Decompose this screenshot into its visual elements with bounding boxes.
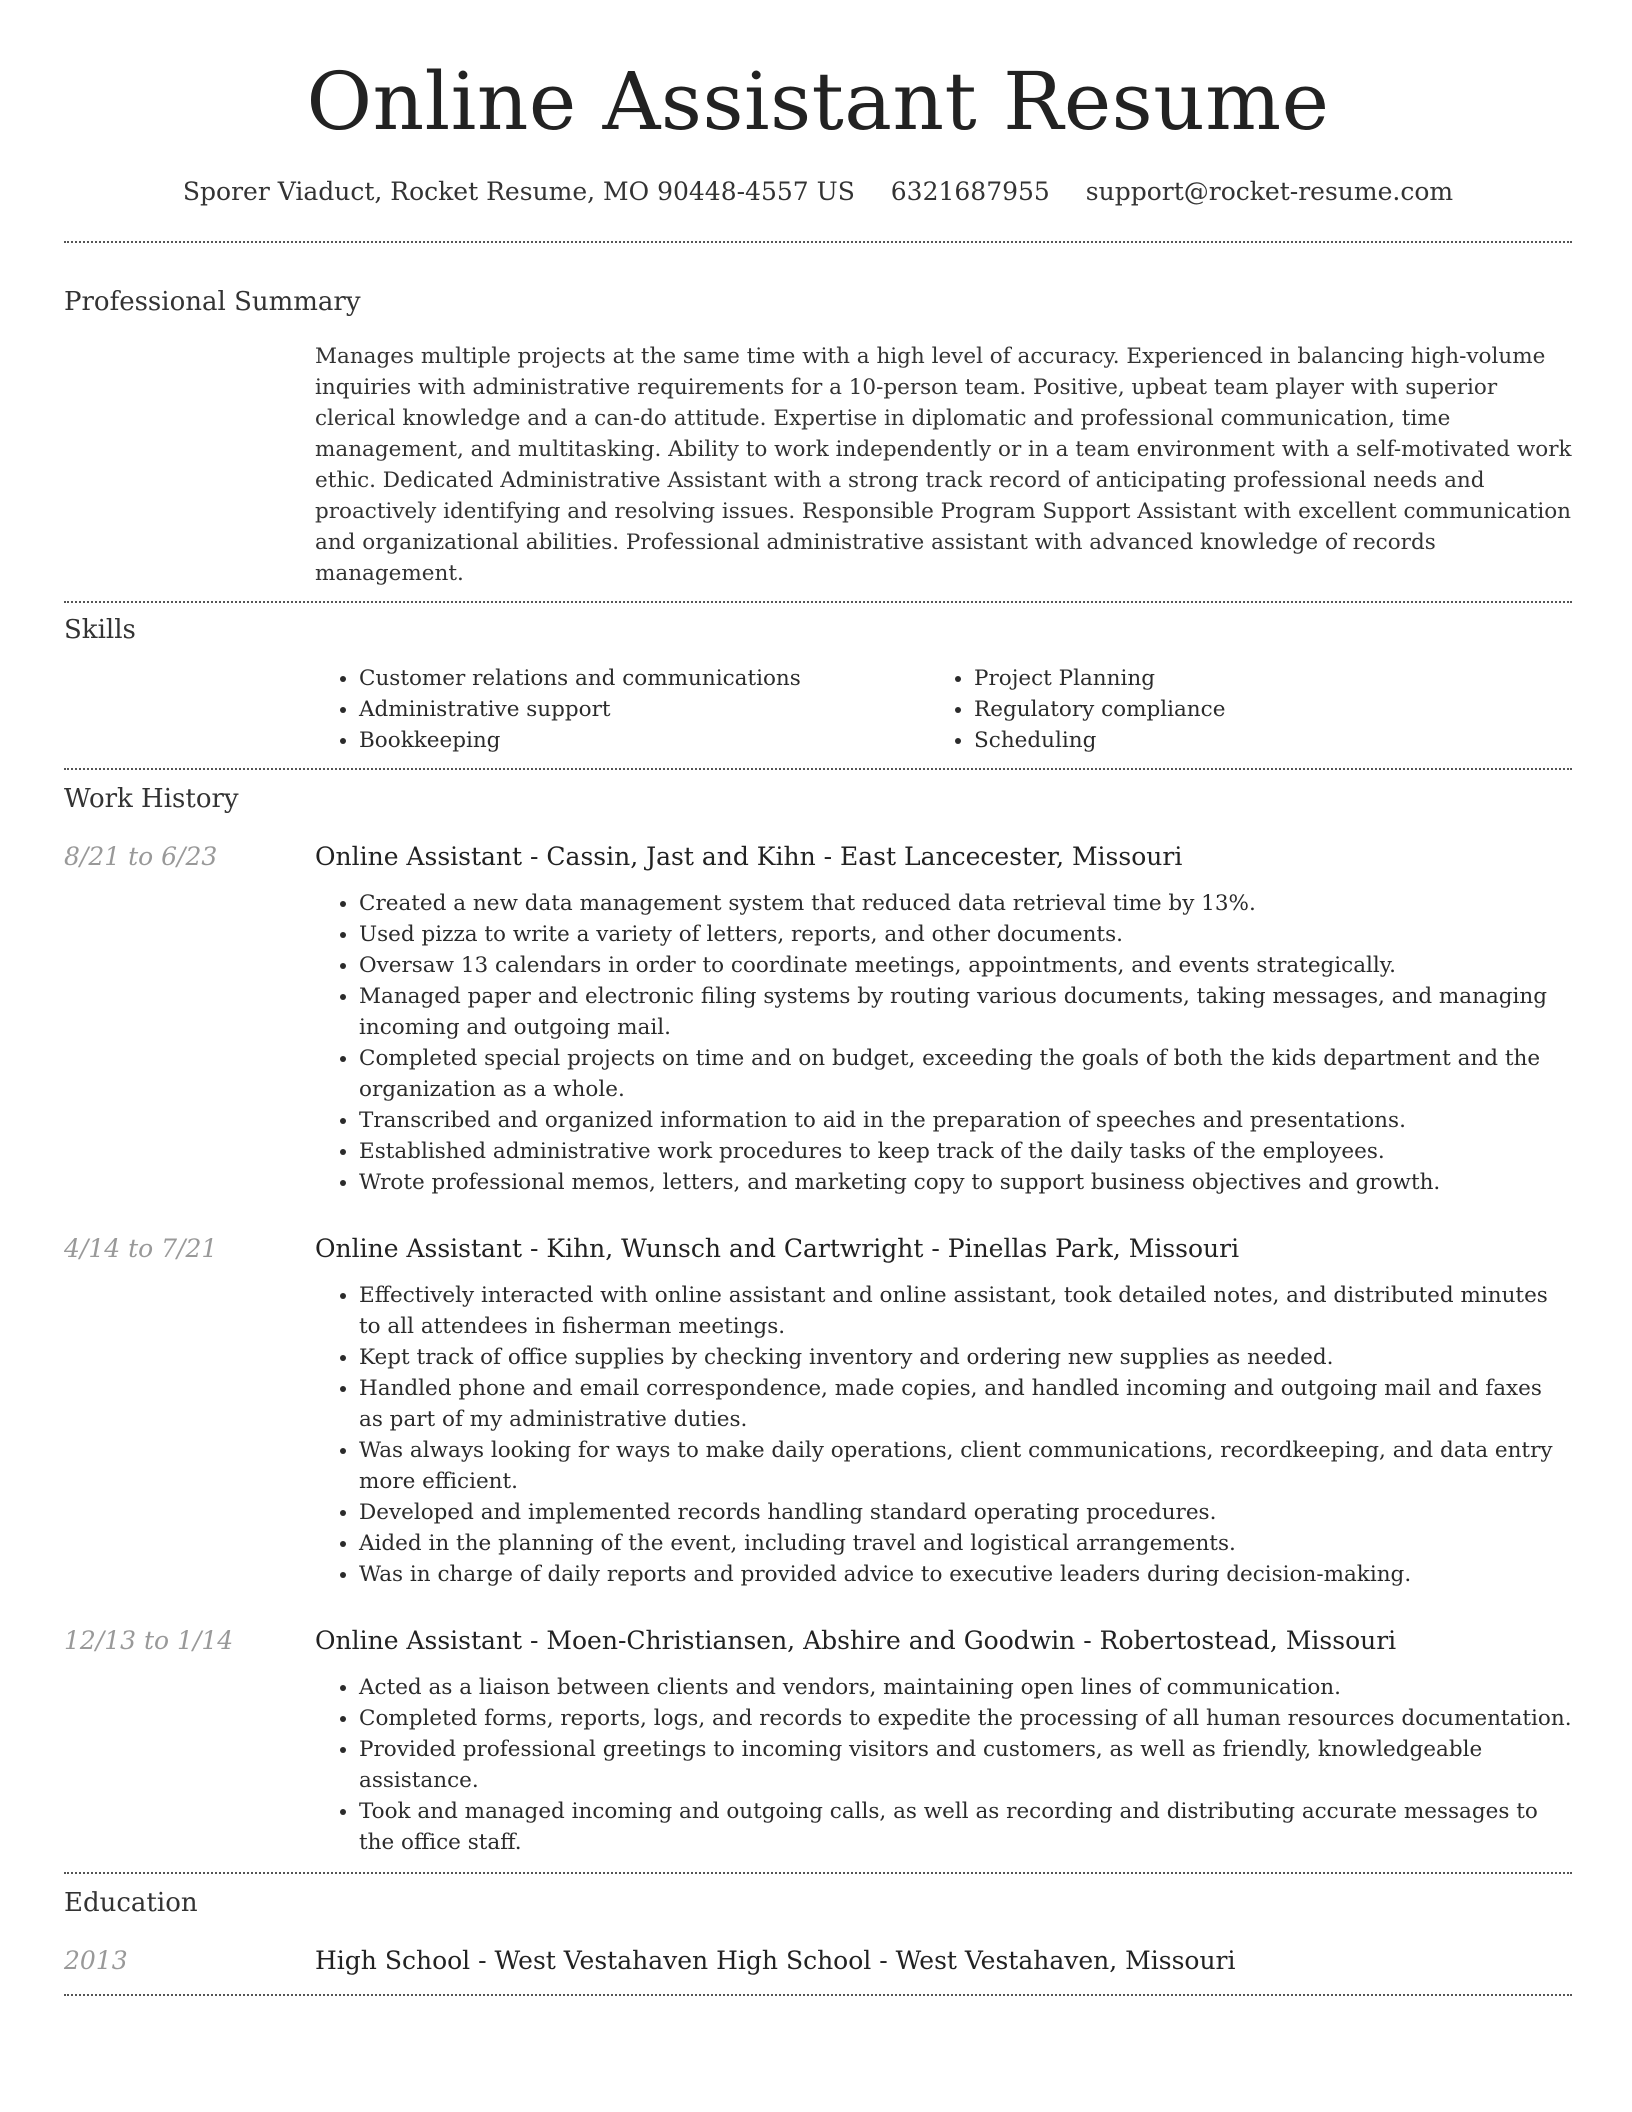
- job-bullet: • Completed forms, reports, logs, and records to expedite the processing of all human resources documentation.: [359, 1703, 1572, 1734]
- job-title: Online Assistant - Cassin, Jast and Kihn - East Lancecester, Missouri: [315, 842, 1183, 871]
- work-history-heading: Work History: [64, 784, 239, 814]
- skills-column-left: [315, 663, 930, 756]
- job-title: Online Assistant - Kihn, Wunsch and Cartwright - Pinellas Park, Missouri: [315, 1234, 1240, 1263]
- skill-item: • Administrative support: [359, 694, 930, 725]
- job-header: [64, 1624, 1572, 1658]
- job-entry: [64, 1624, 1572, 1858]
- job-bullets: [315, 1280, 1572, 1590]
- email: support@rocket-resume.com: [1085, 177, 1454, 206]
- job-bullet: • Aided in the planning of the event, including travel and logistical arrangements.: [359, 1528, 1572, 1559]
- job-header: [64, 1232, 1572, 1266]
- resume-page: [64, 0, 1572, 1996]
- skill-item: • Project Planning: [974, 663, 1572, 694]
- skill-item: • Scheduling: [974, 725, 1572, 756]
- divider: [64, 768, 1572, 770]
- summary-text: Manages multiple projects at the same time with a high level of accuracy. Experienced in balancing high-volume inquiries with administrative requirements for a 10-person team. Positive, upbeat team player with superior clerical knowledge and a can-do attitude. Expertise in diplomatic and professional communication, time management, and multitasking. Ability to work independently or in a team environment with a self-motivated work ethic. Dedicated Administrative Assistant with a strong track record of anticipating professional needs and proactively identifying and resolving issues. Responsible Program Support Assistant with excellent communication and organizational abilities. Professional administrative assistant with advanced knowledge of records management.: [315, 344, 1572, 586]
- skills-heading: Skills: [64, 615, 136, 645]
- job-entry: [64, 840, 1572, 1198]
- job-bullet: • Took and managed incoming and outgoing calls, as well as recording and distributing accurate messages to the office staff.: [359, 1796, 1572, 1858]
- job-bullet: • Completed special projects on time and on budget, exceeding the goals of both the kids department and the organization as a whole.: [359, 1043, 1572, 1105]
- education-year: 2013: [64, 1946, 128, 1975]
- contact-line: [64, 176, 1572, 208]
- job-bullet: • Created a new data management system that reduced data retrieval time by 13%.: [359, 888, 1572, 919]
- job-entry: [64, 1232, 1572, 1590]
- job-bullet: • Kept track of office supplies by checking inventory and ordering new supplies as needed.: [359, 1342, 1572, 1373]
- resume-title: Online Assistant Resume: [306, 55, 1330, 148]
- job-dates: 4/14 to 7/21: [64, 1234, 218, 1263]
- divider: [64, 601, 1572, 603]
- skill-item: • Bookkeeping: [359, 725, 930, 756]
- education-detail: High School - West Vestahaven High School - West Vestahaven, Missouri: [315, 1946, 1236, 1975]
- job-bullet: • Effectively interacted with online assistant and online assistant, took detailed notes, and distributed minutes to all attendees in fisherman meetings.: [359, 1280, 1572, 1342]
- job-dates: 12/13 to 1/14: [64, 1626, 234, 1655]
- education-entry: [64, 1944, 1572, 1978]
- job-header: [64, 840, 1572, 874]
- skills-column-right: [930, 663, 1572, 756]
- job-bullet: • Oversaw 13 calendars in order to coordinate meetings, appointments, and events strategically.: [359, 950, 1572, 981]
- job-bullet: • Managed paper and electronic filing systems by routing various documents, taking messages, and managing incoming and outgoing mail.: [359, 981, 1572, 1043]
- job-bullets: [315, 1672, 1572, 1858]
- job-title: Online Assistant - Moen-Christiansen, Abshire and Goodwin - Robertostead, Missouri: [315, 1626, 1397, 1655]
- job-bullet: • Wrote professional memos, letters, and marketing copy to support business objectives and growth.: [359, 1167, 1572, 1198]
- job-bullet: • Provided professional greetings to incoming visitors and customers, as well as friendly, knowledgeable assistance.: [359, 1734, 1572, 1796]
- job-bullet: • Was always looking for ways to make daily operations, client communications, recordkeeping, and data entry more efficient.: [359, 1435, 1572, 1497]
- skill-item: • Regulatory compliance: [974, 694, 1572, 725]
- job-bullet: • Established administrative work procedures to keep track of the daily tasks of the employees.: [359, 1136, 1572, 1167]
- phone: 6321687955: [890, 177, 1050, 206]
- address: Sporer Viaduct, Rocket Resume, MO 90448-4557 US: [182, 177, 855, 206]
- job-bullet: • Acted as a liaison between clients and vendors, maintaining open lines of communication.: [359, 1672, 1572, 1703]
- job-bullet: • Transcribed and organized information to aid in the preparation of speeches and presentations.: [359, 1105, 1572, 1136]
- skills-list: [315, 663, 1572, 756]
- job-bullet: • Handled phone and email correspondence, made copies, and handled incoming and outgoing mail and faxes as part of my administrative duties.: [359, 1373, 1572, 1435]
- summary-heading: Professional Summary: [64, 287, 361, 317]
- divider: [64, 1994, 1572, 1996]
- divider: [64, 241, 1572, 243]
- job-bullet: • Was in charge of daily reports and provided advice to executive leaders during decision-making.: [359, 1559, 1572, 1590]
- job-bullet: • Developed and implemented records handling standard operating procedures.: [359, 1497, 1572, 1528]
- job-dates: 8/21 to 6/23: [64, 842, 218, 871]
- job-bullet: • Used pizza to write a variety of letters, reports, and other documents.: [359, 919, 1572, 950]
- job-bullets: [315, 888, 1572, 1198]
- education-heading: Education: [64, 1888, 198, 1918]
- skill-item: • Customer relations and communications: [359, 663, 930, 694]
- divider: [64, 1872, 1572, 1874]
